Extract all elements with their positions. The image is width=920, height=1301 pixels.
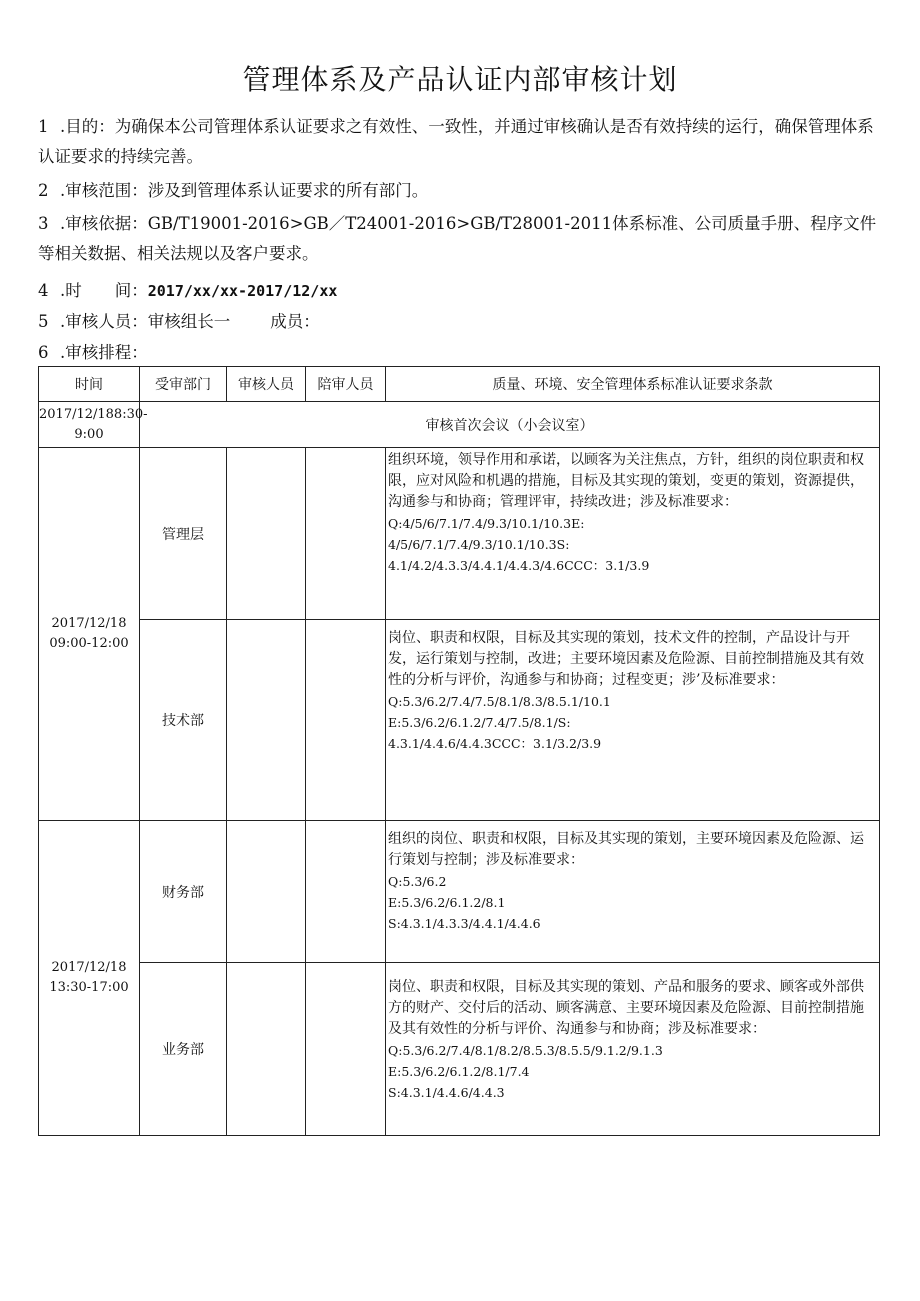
time-number: 4 [38,281,49,300]
clause-line: Q:5.3/6.2 [388,874,447,889]
auditor-cell [227,448,306,620]
table-row [39,448,880,620]
time-label: .时 间： [60,281,148,300]
requirements-cell [386,620,880,821]
accompany-cell [306,448,386,620]
clause-line: 4.1/4.2/4.3.3/4.4.1/4.4.3/4.6CCC：3.1/3.9 [388,558,650,573]
time-paragraph [38,276,883,306]
requirements-cell [386,821,880,963]
scope-number: 2 [38,181,49,200]
opening-meeting-cell: 审核首次会议（小会议室） [140,402,880,448]
clause-line: E:5.3/6.2/6.1.2/8.1 [388,895,506,910]
table-header-row [39,367,880,402]
auditor-cell [227,821,306,963]
time-value: 2017∕xx∕xx-2017∕12∕xx [147,282,338,300]
requirements-cell [386,448,880,620]
header-accompany: 陪审人员 [306,367,386,402]
clause-line: 4/5/6/7.1/7.4/9.3/10.1/10.3S: [388,537,570,552]
table-row [39,963,880,1136]
requirements-cell [386,963,880,1136]
header-time: 时间 [39,367,140,402]
purpose-number: 1 [38,117,49,136]
members-label: 成员： [270,312,320,331]
schedule-label: .审核排程： [60,343,148,362]
requirements-text: 组织环境，领导作用和承诺，以顾客为关注焦点，方针，组织的岗位职责和权限，应对风险和机遇的措施，目标及其实现的策划，变更的策划，资源提供，沟通参与和协商；管理评审，持续改进；涉及标准要求： [388,452,864,510]
afternoon-time: 2017/12/18 13:30-17:00 [39,821,140,1136]
header-dept: 受审部门 [140,367,227,402]
header-clauses: 质量、环境、安全管理体系标准认证要求条款 [386,367,880,402]
clause-line: S:4.3.1/4.4.6/4.4.3 [388,1085,505,1100]
schedule-paragraph [38,338,883,368]
dept-cell: 技术部 [140,620,227,821]
scope-text: .审核范围：涉及到管理体系认证要求的所有部门。 [60,181,429,200]
requirements-text: 组织的岗位、职责和权限，目标及其实现的策划，主要环境因素及危险源、运行策划与控制；涉及标准要求： [388,831,864,868]
morning-time: 2017/12/18 09:00-12:00 [39,448,140,821]
auditors-paragraph [38,307,883,337]
basis-number: 3 [38,214,49,233]
clause-line: S:4.3.1/4.3.3/4.4.1/4.4.6 [388,916,541,931]
auditors-number: 5 [38,312,49,331]
dept-cell: 财务部 [140,821,227,963]
auditor-cell [227,620,306,821]
clause-line: Q:4/5/6/7.1/7.4/9.3/10.1/10.3E: [388,516,585,531]
opening-meeting-row [39,402,880,448]
scope-paragraph [38,176,883,206]
accompany-cell [306,963,386,1136]
dept-cell: 管理层 [140,448,227,620]
clause-line: Q:5.3/6.2/7.4/7.5/8.1/8.3/8.5.1/10.1 [388,694,611,709]
clause-line: 4.3.1/4.4.6/4.4.3CCC：3.1/3.2/3.9 [388,736,602,751]
clause-line: E:5.3/6.2/6.1.2/8.1/7.4 [388,1064,530,1079]
accompany-cell [306,821,386,963]
requirements-text: 岗位、职责和权限，目标及其实现的策划、产品和服务的要求、顾客或外部供方的财产、交付后的活动、顾客满意、主要环境因素及危险源、目前控制措施及其有效性的分析与评价、沟通参与和协商；涉及标准要求： [388,979,864,1037]
table-row [39,620,880,821]
schedule-number: 6 [38,343,49,362]
document-title: 管理体系及产品认证内部审核计划 [242,63,678,96]
table-row [39,821,880,963]
requirements-text: 岗位、职责和权限，目标及其实现的策划，技术文件的控制，产品设计与开发，运行策划与控制，改进；主要环境因素及危险源、目前控制措施及其有效性的分析与评价，沟通参与和协商；过程变更；涉’及标准要求： [388,630,864,688]
clause-line: Q:5.3/6.2/7.4/8.1/8.2/8.5.3/8.5.5/9.1.2/9.1.3 [388,1043,663,1058]
header-auditor: 审核人员 [227,367,306,402]
accompany-cell [306,620,386,821]
opening-time: 2017/12/188:30-9:00 [39,402,140,448]
auditor-cell [227,963,306,1136]
audit-schedule-table [38,366,880,1136]
dept-cell: 业务部 [140,963,227,1136]
basis-paragraph [38,209,883,269]
clause-line: E:5.3/6.2/6.1.2/7.4/7.5/8.1/S: [388,715,571,730]
purpose-paragraph [38,112,883,172]
basis-text: .审核依据：GB/T19001-2016>GB／T24001-2016>GB/T28001-2011体系标准、公司质量手册、程序文件等相关数据、相关法规以及客户要求。 [38,214,877,263]
purpose-text: .目的：为确保本公司管理体系认证要求之有效性、一致性，并通过审核确认是否有效持续的运行，确保管理体系认证要求的持续完善。 [38,117,874,166]
auditors-label: .审核人员：审核组长一 [60,312,231,331]
